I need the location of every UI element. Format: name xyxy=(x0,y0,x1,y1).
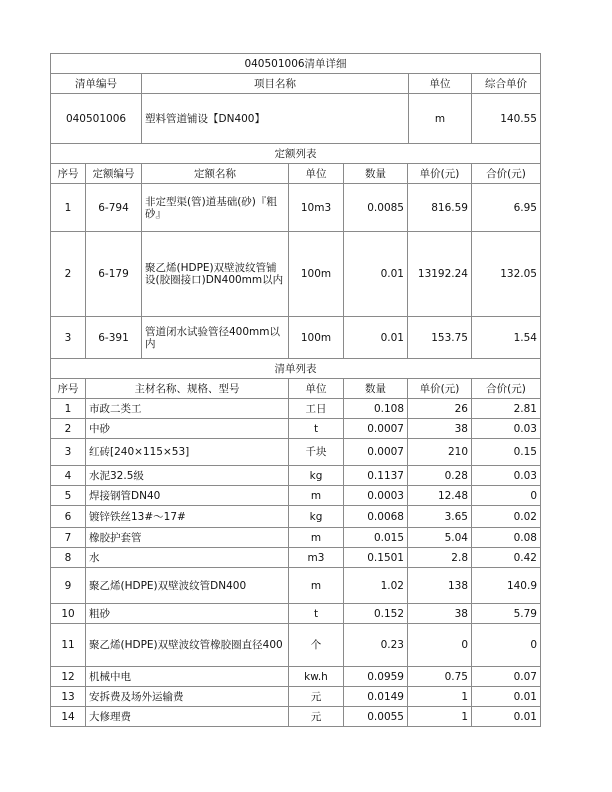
detail-table xyxy=(50,143,541,727)
unit: kw.h xyxy=(289,667,344,687)
column-header: 合价(元) xyxy=(472,164,541,184)
material-name: 机械中电 xyxy=(86,667,289,687)
unit: m3 xyxy=(289,548,344,568)
unit: kg xyxy=(289,466,344,486)
row-index: 2 xyxy=(51,419,86,439)
bill-section-title: 清单列表 xyxy=(51,359,541,379)
total-price: 140.9 xyxy=(472,568,541,604)
quantity: 0.015 xyxy=(344,528,408,548)
total-price: 2.81 xyxy=(472,399,541,419)
row-index: 10 xyxy=(51,604,86,624)
total-price: 0 xyxy=(472,486,541,506)
quantity: 0.1137 xyxy=(344,466,408,486)
column-header: 定额名称 xyxy=(142,164,289,184)
material-name: 焊接钢管DN40 xyxy=(86,486,289,506)
material-name: 水泥32.5级 xyxy=(86,466,289,486)
unit: 工日 xyxy=(289,399,344,419)
unit: m xyxy=(289,568,344,604)
row-index: 11 xyxy=(51,624,86,667)
total-price: 0 xyxy=(472,624,541,667)
quota-name: 聚乙烯(HDPE)双壁波纹管铺设(胶圈接口)DN400mm以内 xyxy=(142,232,289,317)
row-index: 14 xyxy=(51,707,86,727)
unit: 个 xyxy=(289,624,344,667)
item-name-header: 项目名称 xyxy=(142,74,409,94)
column-header: 序号 xyxy=(51,379,86,399)
unit: 100m xyxy=(289,317,344,359)
unit: kg xyxy=(289,506,344,528)
unit-price: 3.65 xyxy=(408,506,472,528)
material-name: 粗砂 xyxy=(86,604,289,624)
total-price: 0.07 xyxy=(472,667,541,687)
material-name: 镀锌铁丝13#～17# xyxy=(86,506,289,528)
unit: 元 xyxy=(289,707,344,727)
total-price: 0.01 xyxy=(472,707,541,727)
unit-price: 5.04 xyxy=(408,528,472,548)
quantity: 0.0085 xyxy=(344,184,408,232)
table-row xyxy=(51,466,541,486)
table-row xyxy=(51,604,541,624)
quota-section-title: 定额列表 xyxy=(51,144,541,164)
material-name: 市政二类工 xyxy=(86,399,289,419)
column-header: 主材名称、规格、型号 xyxy=(86,379,289,399)
material-name: 红砖[240×115×53] xyxy=(86,439,289,466)
unit-price: 26 xyxy=(408,399,472,419)
table-row xyxy=(51,399,541,419)
material-name: 大修理费 xyxy=(86,707,289,727)
total-price: 132.05 xyxy=(472,232,541,317)
material-name: 聚乙烯(HDPE)双壁波纹管橡胶圈直径400 xyxy=(86,624,289,667)
total-price: 0.01 xyxy=(472,687,541,707)
row-index: 7 xyxy=(51,528,86,548)
item-name: 塑料管道铺设【DN400】 xyxy=(142,94,409,144)
unit: 千块 xyxy=(289,439,344,466)
unit: 100m xyxy=(289,232,344,317)
table-row xyxy=(51,506,541,528)
quantity: 0.152 xyxy=(344,604,408,624)
row-index: 2 xyxy=(51,232,86,317)
row-index: 9 xyxy=(51,568,86,604)
material-name: 水 xyxy=(86,548,289,568)
row-index: 4 xyxy=(51,466,86,486)
quota-header-row xyxy=(51,164,541,184)
quantity: 0.0003 xyxy=(344,486,408,506)
composite-unit-price: 140.55 xyxy=(472,94,541,144)
quantity: 0.0149 xyxy=(344,687,408,707)
quantity: 1.02 xyxy=(344,568,408,604)
material-name: 橡胶护套管 xyxy=(86,528,289,548)
table-row xyxy=(51,528,541,548)
total-price: 0.15 xyxy=(472,439,541,466)
total-price: 0.08 xyxy=(472,528,541,548)
quantity: 0.01 xyxy=(344,232,408,317)
unit-price-header: 综合单价 xyxy=(472,74,541,94)
column-header: 单位 xyxy=(289,379,344,399)
row-index: 12 xyxy=(51,667,86,687)
unit-price: 12.48 xyxy=(408,486,472,506)
document-title: 040501006清单详细 xyxy=(51,54,541,74)
table-row xyxy=(51,232,541,317)
column-header: 数量 xyxy=(344,379,408,399)
row-index: 6 xyxy=(51,506,86,528)
bill-unit: m xyxy=(409,94,472,144)
row-index: 8 xyxy=(51,548,86,568)
total-price: 1.54 xyxy=(472,317,541,359)
row-index: 1 xyxy=(51,184,86,232)
total-price: 0.02 xyxy=(472,506,541,528)
quota-name: 管道闭水试验管径400mm以内 xyxy=(142,317,289,359)
column-header: 定额编号 xyxy=(86,164,142,184)
unit-header: 单位 xyxy=(409,74,472,94)
unit-price: 210 xyxy=(408,439,472,466)
column-header: 合价(元) xyxy=(472,379,541,399)
quantity: 0.0007 xyxy=(344,419,408,439)
quota-section xyxy=(51,144,541,359)
quota-code: 6-391 xyxy=(86,317,142,359)
total-price: 0.03 xyxy=(472,466,541,486)
table-row xyxy=(51,624,541,667)
unit-price: 138 xyxy=(408,568,472,604)
total-price: 0.42 xyxy=(472,548,541,568)
unit-price: 153.75 xyxy=(408,317,472,359)
table-row xyxy=(51,687,541,707)
bill-section xyxy=(51,359,541,727)
unit-price: 1 xyxy=(408,707,472,727)
table-row xyxy=(51,486,541,506)
unit-price: 0.28 xyxy=(408,466,472,486)
bill-code: 040501006 xyxy=(51,94,142,144)
unit: m xyxy=(289,486,344,506)
material-name: 中砂 xyxy=(86,419,289,439)
unit-price: 38 xyxy=(408,604,472,624)
row-index: 5 xyxy=(51,486,86,506)
row-index: 1 xyxy=(51,399,86,419)
material-name: 聚乙烯(HDPE)双壁波纹管DN400 xyxy=(86,568,289,604)
bill-code-header: 清单编号 xyxy=(51,74,142,94)
bill-header-row xyxy=(51,379,541,399)
column-header: 序号 xyxy=(51,164,86,184)
table-row xyxy=(51,184,541,232)
table-row xyxy=(51,707,541,727)
quantity: 0.0068 xyxy=(344,506,408,528)
column-header: 单位 xyxy=(289,164,344,184)
table-row xyxy=(51,419,541,439)
total-price: 5.79 xyxy=(472,604,541,624)
row-index: 3 xyxy=(51,439,86,466)
unit: 10m3 xyxy=(289,184,344,232)
material-name: 安拆费及场外运输费 xyxy=(86,687,289,707)
quantity: 0.01 xyxy=(344,317,408,359)
column-header: 数量 xyxy=(344,164,408,184)
quantity: 0.1501 xyxy=(344,548,408,568)
quantity: 0.108 xyxy=(344,399,408,419)
unit-price: 1 xyxy=(408,687,472,707)
quantity: 0.0007 xyxy=(344,439,408,466)
table-row xyxy=(51,568,541,604)
quantity: 0.23 xyxy=(344,624,408,667)
table-row xyxy=(51,317,541,359)
table-row xyxy=(51,548,541,568)
unit-price: 0 xyxy=(408,624,472,667)
unit-price: 13192.24 xyxy=(408,232,472,317)
quota-code: 6-794 xyxy=(86,184,142,232)
unit-price: 38 xyxy=(408,419,472,439)
quota-name: 非定型渠(管)道基础(砂)『粗砂』 xyxy=(142,184,289,232)
unit-price: 816.59 xyxy=(408,184,472,232)
total-price: 0.03 xyxy=(472,419,541,439)
unit: t xyxy=(289,604,344,624)
unit: 元 xyxy=(289,687,344,707)
column-header: 单价(元) xyxy=(408,164,472,184)
quota-code: 6-179 xyxy=(86,232,142,317)
quantity: 0.0055 xyxy=(344,707,408,727)
table-row xyxy=(51,667,541,687)
total-price: 6.95 xyxy=(472,184,541,232)
quantity: 0.0959 xyxy=(344,667,408,687)
bill-header-table xyxy=(50,53,541,144)
table-row xyxy=(51,439,541,466)
unit: m xyxy=(289,528,344,548)
row-index: 13 xyxy=(51,687,86,707)
column-header: 单价(元) xyxy=(408,379,472,399)
unit-price: 2.8 xyxy=(408,548,472,568)
unit: t xyxy=(289,419,344,439)
row-index: 3 xyxy=(51,317,86,359)
unit-price: 0.75 xyxy=(408,667,472,687)
